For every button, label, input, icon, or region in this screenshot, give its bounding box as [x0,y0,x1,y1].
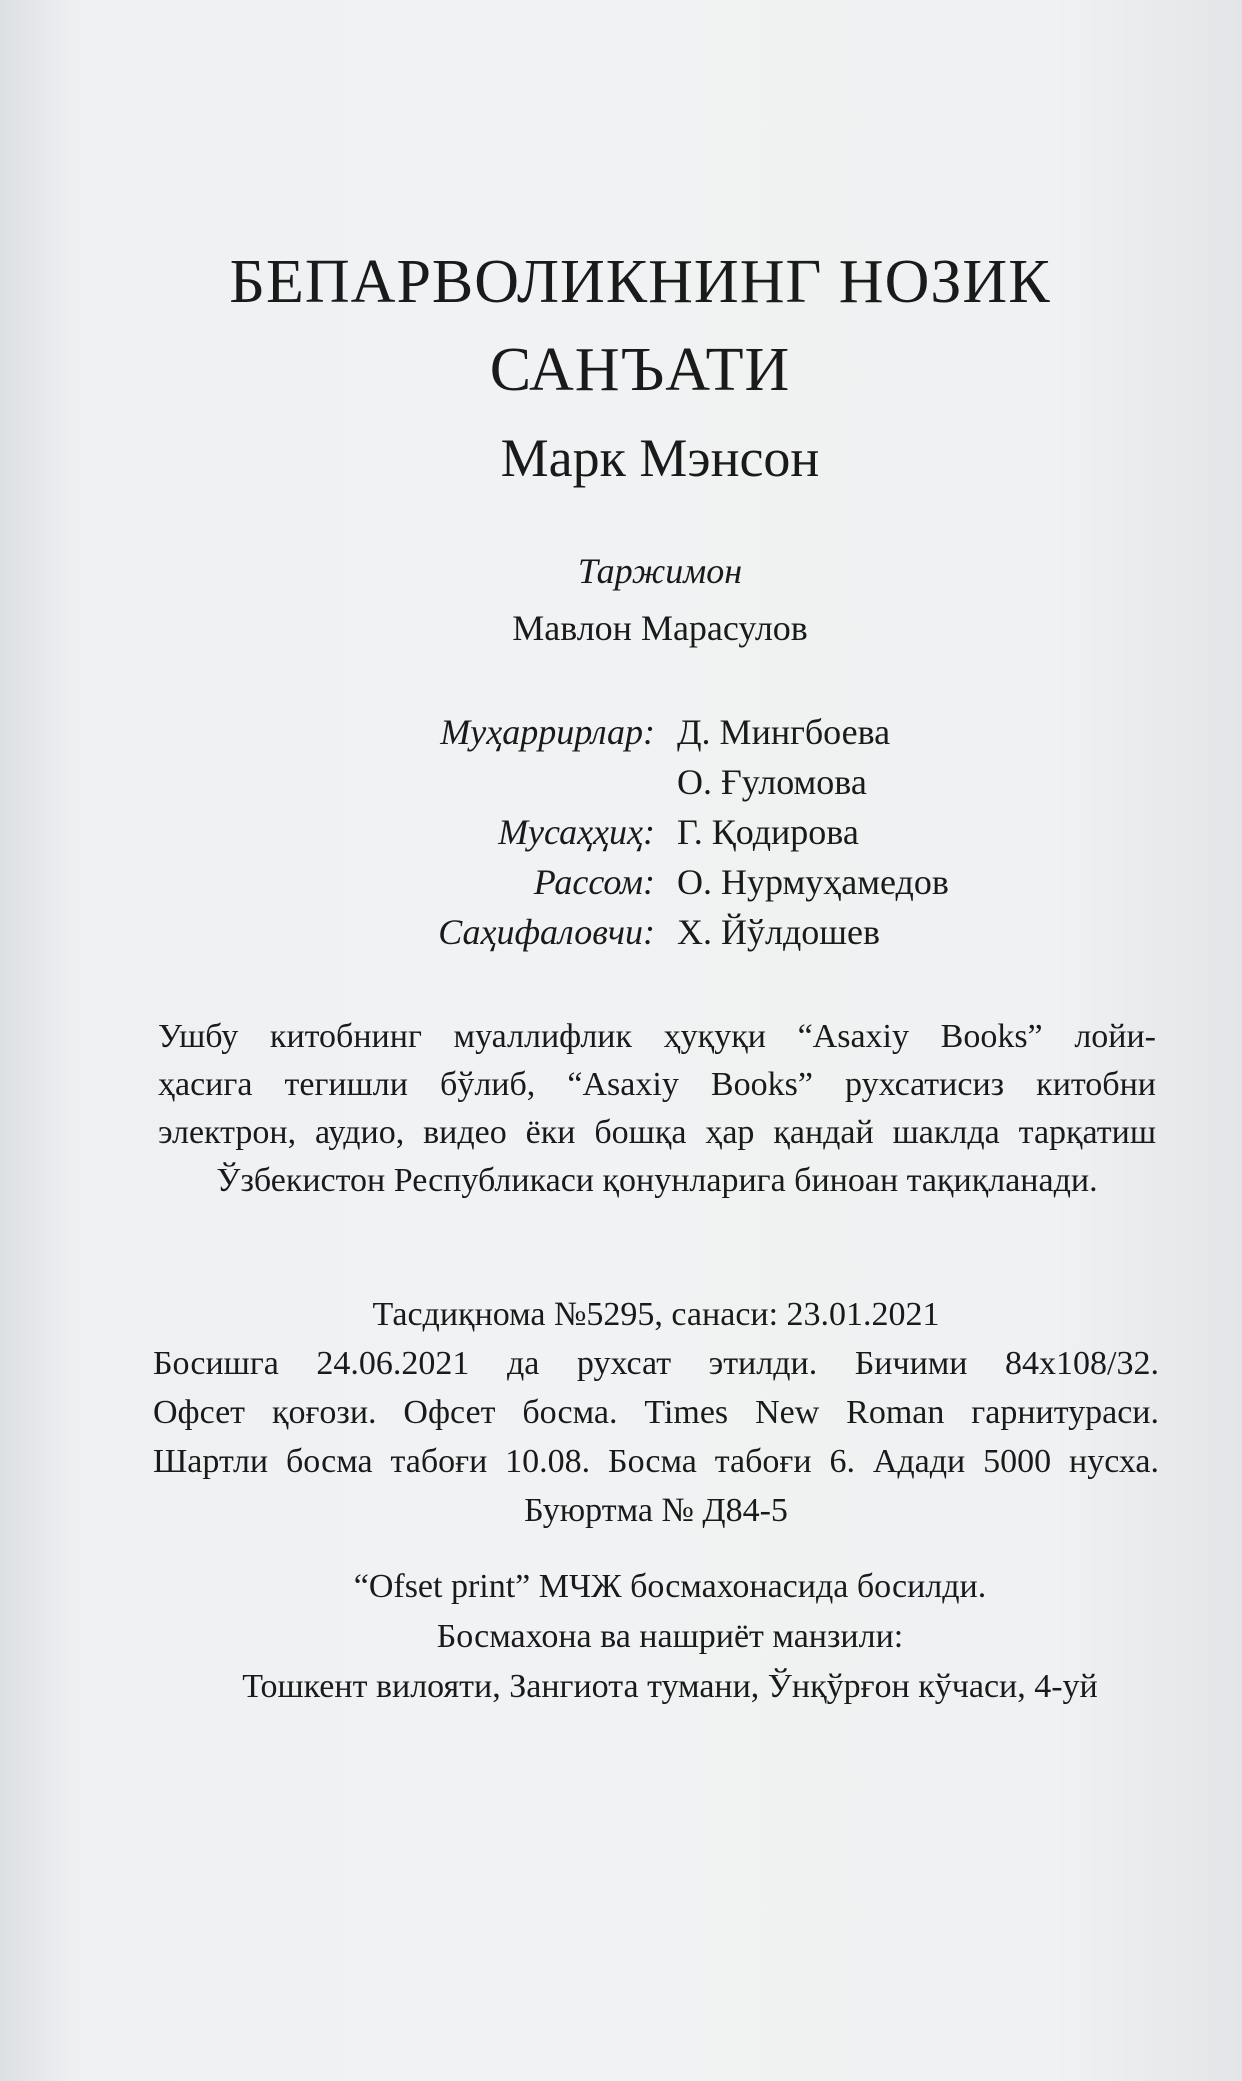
printer-line: Тошкент вилояти, Зангиота тумани, Ўнқўрғон кўчаси, 4-уй [242,1668,1098,1705]
title-line-2: САНЪАТИ [489,336,791,404]
credit-label: Мусаҳҳиҳ: [498,812,655,852]
credit-value: О. Ғуломова [677,762,867,802]
credit-row [0,857,1242,907]
printer-line: “Ofset print” МЧЖ босмахонасида босилди. [353,1568,987,1605]
credit-row [0,707,1242,757]
book-title [150,238,1130,414]
translator-label: Таржимон [577,551,743,591]
imprint-details [153,1290,1159,1535]
credit-label: Муҳаррирлар: [440,712,655,752]
credit-row [0,757,1242,807]
credit-value: Х. Йўлдошев [677,912,880,952]
credit-row [0,807,1242,857]
credit-value: Г. Қодирова [677,812,859,852]
credits-list [0,707,1242,957]
credit-label: Саҳифаловчи: [438,912,655,952]
printer-line: Босмахона ва нашриёт манзили: [436,1618,904,1655]
credit-value: О. Нурмуҳамедов [677,862,949,902]
imprint-line: Шартли босма табоғи 10.08. Босма табоғи 6. Адади 5000 нусха. [153,1443,1159,1480]
imprint-line: Офсет қоғози. Офсет босма. Times New Roman гарнитураси. [153,1394,1159,1431]
imprint-line: Тасдиқнома №5295, санаси: 23.01.2021 [372,1296,940,1333]
imprint-line: Буюртма № Д84-5 [524,1492,788,1529]
translator-name: Мавлон Марасулов [512,608,808,648]
credit-row [0,907,1242,957]
notice-line: Ўзбекистон Республикаси қонунларига биноан тақиқланади. [216,1162,1098,1199]
notice-line: ҳасига тегишли бўлиб, “Asaxiy Books” рухсатисиз китобни [158,1066,1156,1103]
copyright-notice [158,1013,1156,1205]
notice-line: Ушбу китобнинг муаллифлик ҳуқуқи “Asaxiy Books” лойи- [158,1018,1156,1055]
title-line-1: БЕПАРВОЛИКНИНГ НОЗИК [229,248,1051,316]
credit-value: Д. Мингбоева [677,712,891,752]
notice-line: электрон, аудио, видео ёки бошқа ҳар қандай шаклда тарқатиш [158,1114,1156,1151]
credit-label: Рассом: [533,862,655,902]
imprint-line: Босишга 24.06.2021 да рухсат этилди. Бичими 84x108/32. [153,1345,1159,1382]
author-name: Марк Мэнсон [500,428,820,488]
printer-info [150,1562,1190,1712]
